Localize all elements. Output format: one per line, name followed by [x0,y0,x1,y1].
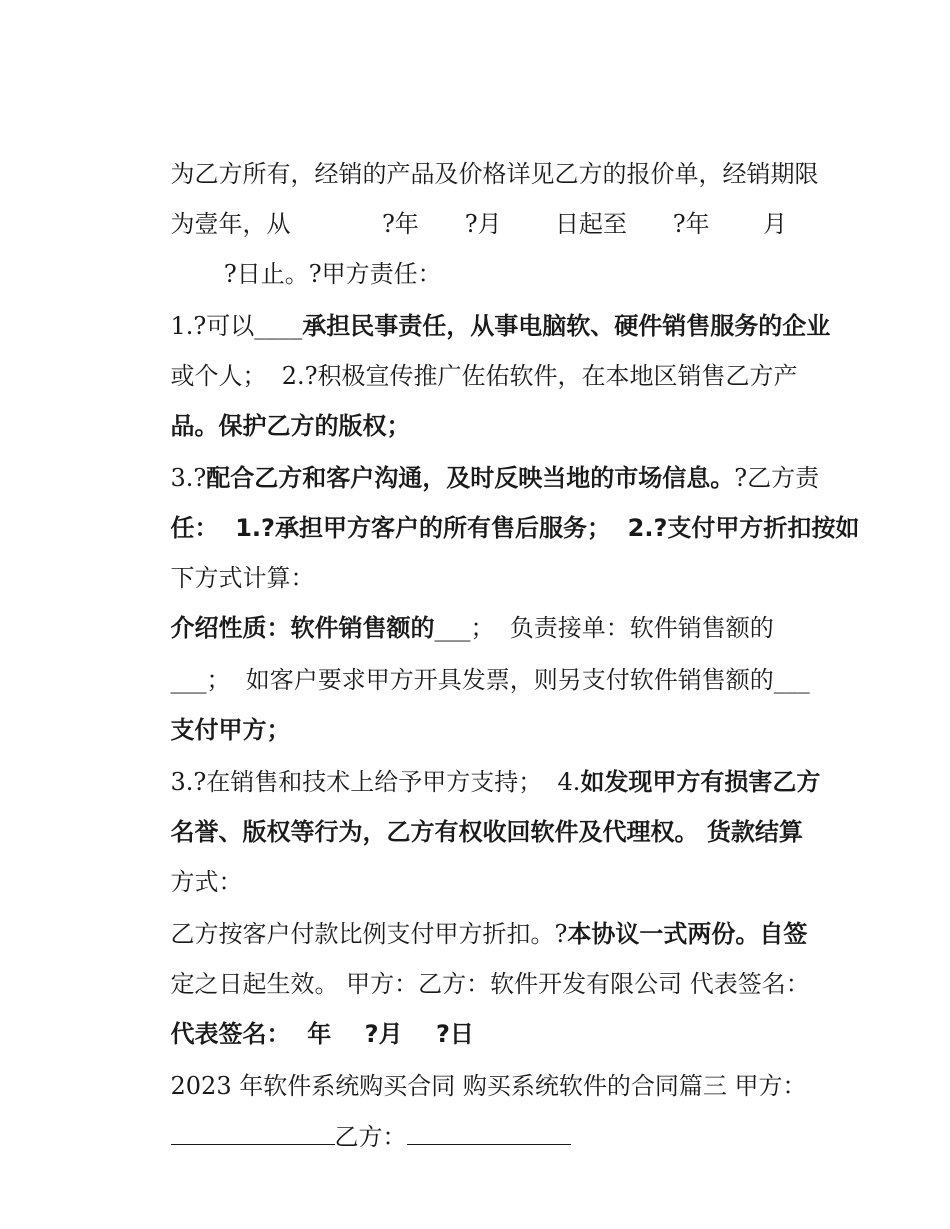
bold-text-span: 品。保护乙方的版权； [170,412,411,440]
text-span: ___； 负责接单：软件销售额的 [434,614,774,642]
text-span: 定之日起生效。 甲方：乙方：软件开发有限公司 代表签名： [170,970,810,998]
text-span: ?乙方责 [734,464,820,492]
text-line-3 [140,208,820,288]
text-line-12 [140,664,820,744]
text-line-19 [140,1020,820,1100]
bold-text-span: 任： 1.?承担甲方客户的所有售后服务； 2.?支付甲方折扣按如 [170,514,860,542]
bold-text-span: 代表签名： 年 ?月 ?日 [170,1020,474,1048]
bold-text-span: 配合乙方和客户沟通，及时反映当地的市场信息。 [206,464,735,492]
bold-text-span: 本协议一式两份。自签 [567,920,808,948]
text-span: 为乙方所有，经销的产品及价格详见乙方的报价单，经销期限 [170,160,819,188]
text-line-1 [140,108,820,188]
text-line-20 [140,1070,820,1151]
text-line-16 [140,868,820,948]
blank-underline [171,1114,335,1145]
text-line-17 [140,918,820,998]
text-line-15 [140,816,820,896]
text-span: 方式： [170,868,243,896]
bold-text-span: 名誉、版权等行为，乙方有权收回软件及代理权。 货款结算 [170,818,803,846]
text-span: 为壹年，从 ?年 ?月 日起至 ?年 月 [170,210,788,238]
text-line-7 [140,412,820,492]
text-line-11 [140,614,820,694]
text-line-5 [140,310,820,390]
text-span: 3.?在销售和技术上给予甲方支持； 4. [170,768,581,796]
text-span: 下方式计算： [170,564,315,592]
text-span: ___； 如客户要求甲方开具发票，则另支付软件销售额的___ [170,666,810,694]
text-line-14 [140,766,820,846]
text-line-4 [140,260,831,340]
text-line-8 [140,462,860,542]
text-line-9 [140,512,820,592]
bold-text-span: 介绍性质：软件销售额的 [170,614,435,642]
text-span: 1.?可以____ [170,312,303,340]
text-line-6 [140,360,820,440]
bold-text-span: 支付甲方； [170,716,291,744]
blank-underline [407,1114,571,1145]
bold-text-span: 如发现甲方有损害乙方 [580,768,821,796]
text-span: 2023 年软件系统购买合同 购买系统软件的合同篇三 甲方： [170,1072,807,1100]
text-line-18 [140,968,820,1048]
text-span: 3.? [170,464,207,492]
text-span: 或个人； 2.?积极宣传推广佐佑软件，在本地区销售乙方产 [170,362,798,390]
bold-text-span: 承担民事责任，从事电脑软、硬件销售服务的企业 [302,312,831,340]
text-span: 乙方按客户付款比例支付甲方折扣。? [170,920,568,948]
text-span: ?日止。?甲方责任： [170,260,442,288]
text-line-13 [140,716,821,796]
text-line-10 [140,562,820,642]
text-line-2 [140,158,820,238]
text-span: 乙方： [334,1123,407,1151]
